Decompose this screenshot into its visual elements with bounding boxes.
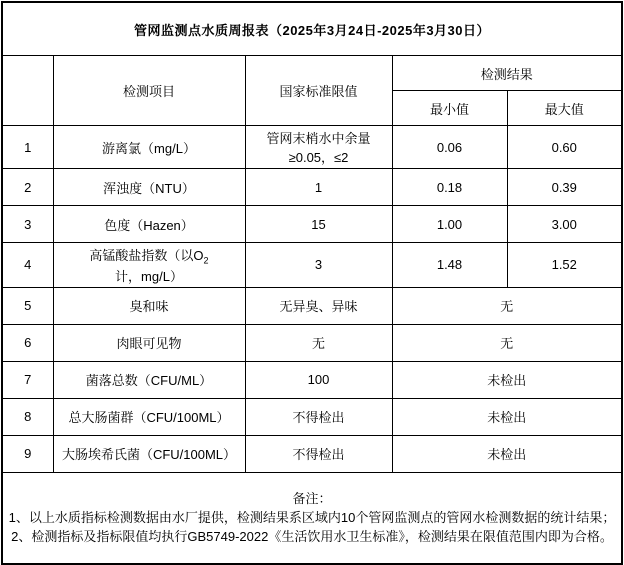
table-row (2, 243, 622, 288)
table-row (2, 169, 622, 206)
item-name-suffix: 计，mg/L） (115, 268, 183, 284)
row-number: 5 (2, 287, 53, 324)
result-value: 未检出 (392, 435, 622, 472)
notes-line-2: 2、检测指标及指标限值均执行GB5749-2022《生活饮用水卫生标准》，检测结果在限值范围内即为合格。 (11, 529, 613, 545)
header-index-cell (2, 56, 53, 126)
item-name: 臭和味 (53, 287, 245, 324)
row-number: 8 (2, 398, 53, 435)
header-standard-cell: 国家标准限值 (245, 56, 392, 126)
header-result-group-cell: 检测结果 (392, 56, 622, 91)
table-row (2, 324, 622, 361)
min-value: 0.06 (392, 126, 507, 169)
standard-limit: 管网末梢水中余量≥0.05，≤2 (245, 126, 392, 169)
standard-limit: 3 (245, 243, 392, 288)
min-value: 0.18 (392, 169, 507, 206)
notes-row (2, 472, 622, 564)
table-row (2, 435, 622, 472)
item-name: 游离氯（mg/L） (53, 126, 245, 169)
notes-label: 备注： (292, 491, 332, 507)
row-number: 4 (2, 243, 53, 288)
standard-limit: 不得检出 (245, 435, 392, 472)
result-value: 未检出 (392, 398, 622, 435)
standard-limit: 不得检出 (245, 398, 392, 435)
page-title: 管网监测点水质周报表（2025年3月24日-2025年3月30日） (2, 2, 622, 56)
standard-limit: 1 (245, 169, 392, 206)
title-row (2, 2, 622, 56)
notes-cell (2, 472, 622, 564)
item-name: 肉眼可见物 (53, 324, 245, 361)
row-number: 3 (2, 206, 53, 243)
table-row (2, 398, 622, 435)
row-number: 9 (2, 435, 53, 472)
table-row (2, 361, 622, 398)
header-min-cell: 最小值 (392, 91, 507, 126)
max-value: 3.00 (507, 206, 622, 243)
item-name: 大肠埃希氏菌（CFU/100ML） (53, 435, 245, 472)
min-value: 1.00 (392, 206, 507, 243)
header-row-top (2, 56, 622, 91)
result-value: 未检出 (392, 361, 622, 398)
standard-limit: 15 (245, 206, 392, 243)
notes-line-1: 1、以上水质指标检测数据由水厂提供，检测结果系区域内10个管网监测点的管网水检测数据的统计结果； (8, 510, 616, 526)
item-name: 浑浊度（NTU） (53, 169, 245, 206)
table-row (2, 287, 622, 324)
row-number: 7 (2, 361, 53, 398)
item-name (53, 243, 245, 288)
min-value: 1.48 (392, 243, 507, 288)
standard-limit: 100 (245, 361, 392, 398)
max-value: 1.52 (507, 243, 622, 288)
subscript-2: 2 (203, 255, 209, 266)
item-name: 总大肠菌群（CFU/100ML） (53, 398, 245, 435)
table-row (2, 126, 622, 169)
result-value: 无 (392, 324, 622, 361)
header-max-cell: 最大值 (507, 91, 622, 126)
item-name-prefix: 高锰酸盐指数（以O (89, 248, 204, 263)
row-number: 1 (2, 126, 53, 169)
item-name: 菌落总数（CFU/ML） (53, 361, 245, 398)
standard-limit: 无异臭、异味 (245, 287, 392, 324)
result-value: 无 (392, 287, 622, 324)
max-value: 0.60 (507, 126, 622, 169)
standard-limit: 无 (245, 324, 392, 361)
table-row (2, 206, 622, 243)
max-value: 0.39 (507, 169, 622, 206)
item-name: 色度（Hazen） (53, 206, 245, 243)
row-number: 6 (2, 324, 53, 361)
row-number: 2 (2, 169, 53, 206)
header-item-cell: 检测项目 (53, 56, 245, 126)
water-quality-weekly-report-table (1, 1, 623, 565)
